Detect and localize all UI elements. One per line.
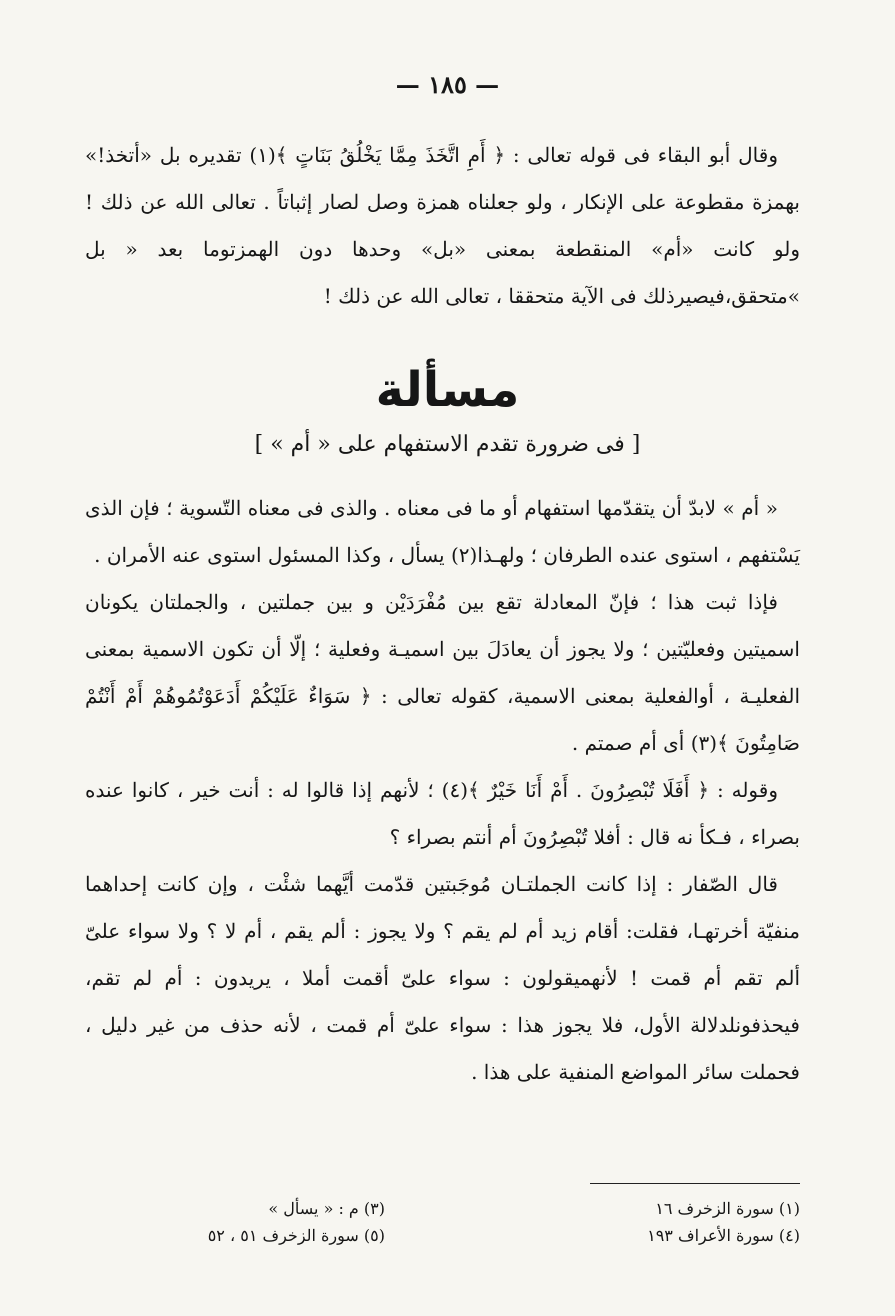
footnote-5: (٥) سورة الزخرف ٥١ ، ٥٢ [207,1226,385,1245]
footnote-1: (١) سورة الزخرف ١٦ [655,1199,800,1218]
footnote-4: (٤) سورة الأعراف ١٩٣ [647,1226,800,1245]
paragraph-1: « أم » لابدّ أن يتقدّمها استفهام أو ما فى معناه . والذى فى معناه التّسوية ؛ فإن الذى يَسْتفهم ، استوى عنده الطرفان ؛ ولهـذا(٢) يسأل ، وكذا المسئول استوى عنه الأمران . [85,496,800,567]
intro-paragraph-block [85,132,800,320]
paragraph-2: فإذا ثبت هذا ؛ فإنّ المعادلة تقع بين مُفْرَدَيْن و بين جملتين ، والجملتان يكونان اسميتين وفعليّتين ؛ ولا يجوز أن يعادَلَ بين اسميـة وفعلية ؛ إلّا أن تكون الاسمية بمعنى الفعليـة ، أوالفعلية بمعنى الاسمية، كقوله تعالى : ﴿ سَوَاءٌ عَلَيْكُمْ أَدَعَوْتُمُوهُمْ أَمْ أَنْتُمْ صَامِتُونَ ﴾(٣) أى أم صمتم . [85,590,800,755]
intro-paragraph: وقال أبو البقاء فى قوله تعالى : ﴿ أَمِ اتَّخَذَ مِمَّا يَخْلُقُ بَنَاتٍ ﴾(١) تقديره بل «أتخذ!» بهمزة مقطوعة على الإنكار ، ولو جعلناه همزة وصل لصار إثباتاً . تعالى الله عن ذلك ! ولو كانت «أم» المنقطعة بمعنى «بل» وحدها دون الهمزتوما بعد « بل »متحقق،فيصيرذلك فى الآية متحققا ، تعالى الله عن ذلك ! [85,143,800,308]
footnotes [85,1195,800,1249]
section-heading: مسألة [375,362,520,418]
page-number: — ١٨٥ — [395,70,500,99]
section-subtitle: [ فى ضرورة تقدم الاستفهام على « أم » ] [254,432,641,457]
footnote-rule [590,1183,800,1184]
paragraph-4: قال الصّفار : إذا كانت الجملتـان مُوجَبتين قدّمت أيَّهما شئْت ، وإن كانت إحداهما منفيّة أخرتهـا، فقلت: أقام زيد أم لم يقم ؟ ولا يجوز : ألم يقم ، أم لا ؟ ولا سواء علىّ ألم تقم أم قمت ! لأنهميقولون : سواء علىّ أقمت أملا ، يريدون : أم لم تقم، فيحذفونلدلالة الأول، فلا يجوز هذا : سواء علىّ أم قمت ، لأنه حذف من غير دليل ، فحملت سائر المواضع المنفية على هذا . [85,872,800,1084]
main-text-block [85,485,800,1096]
paragraph-3: وقوله : ﴿ أَفَلَا تُبْصِرُونَ . أَمْ أَنَا خَيْرٌ ﴾(٤) ؛ لأنهم إذا قالوا له : أنت خير ، كانوا عنده بصراء ، فـكأ نه قال : أفلا تُبْصِرُونَ أم أنتم بصراء ؟ [85,778,800,849]
footnote-3: (٣) م : « يسأل » [268,1199,385,1218]
